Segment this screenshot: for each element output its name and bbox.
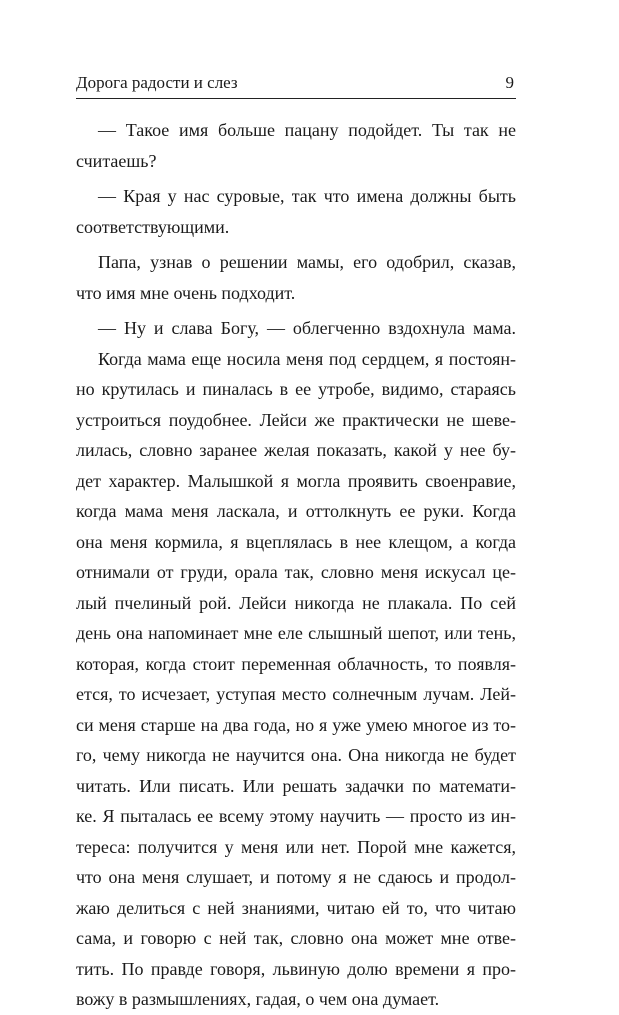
text-line: — Такое имя больше пацану подойдет. Ты так не xyxy=(98,120,516,140)
text-line: лилась, словно заранее желая показать, какой у нее бу- xyxy=(76,440,516,460)
text-line: отнимали от груди, орала так, словно меня искусал це- xyxy=(76,562,516,582)
text-line: си меня старше на два года, но я уже умею многое из то- xyxy=(76,714,516,735)
page-number: 9 xyxy=(505,73,514,92)
text-line: сама, и говорю с ней так, словно она может мне отве- xyxy=(76,928,516,948)
text-line: читать. Или писать. Или решать задачки по математи- xyxy=(76,775,516,796)
text-line: ется, то исчезает, уступая место солнечным лучам. Лей- xyxy=(76,684,516,704)
text-line: тереса: получится у меня или нет. Порой мне кажется, xyxy=(76,836,516,857)
text-line: — Края у нас суровые, так что имена должны быть xyxy=(98,186,516,206)
text-line: считаешь? xyxy=(76,150,157,171)
text-line: которая, когда стоит переменная облачность, то появля- xyxy=(76,653,516,674)
book-title: Дорога радости и слез xyxy=(76,73,238,92)
text-line: ке. Я пыталась ее всему этому научить — просто из ин- xyxy=(76,806,516,826)
text-line: устроиться поудобнее. Лейси же практически не шеве- xyxy=(76,409,516,430)
text-line: лый пчелиный рой. Лейси никогда не плакала. По сей xyxy=(76,592,516,613)
text-line: Когда мама еще носила меня под сердцем, я постоян- xyxy=(98,348,516,369)
text-line: дет характер. Малышкой я могла проявить своенравие, xyxy=(76,470,516,491)
text-line: соответствующими. xyxy=(76,216,230,237)
text-line: Папа, узнав о решении мамы, его одобрил, сказав, xyxy=(98,252,516,272)
text-line: когда мама меня ласкала, и оттолкнуть ее руки. Когда xyxy=(76,501,516,521)
text-line: жаю делиться с ней знаниями, читаю ей то, что читаю xyxy=(76,897,516,918)
text-line: день она напоминает мне еле слышный шепот, или тень, xyxy=(76,623,516,643)
running-header xyxy=(76,72,516,99)
text-line: — Ну и слава Богу, — облегченно вздохнула мама. xyxy=(98,318,516,338)
text-line: она меня кормила, я вцеплялась в нее клещом, а когда xyxy=(76,531,516,552)
text-line: что она меня слушает, и потому я не сдаюсь и продол- xyxy=(76,867,516,887)
text-line: го, чему никогда не научится она. Она никогда не будет xyxy=(76,745,516,765)
body-text xyxy=(76,115,516,1015)
text-line: тить. По правде говоря, львиную долю времени я про- xyxy=(76,958,516,979)
text-line: что имя мне очень подходит. xyxy=(76,282,296,303)
text-line: но крутилась и пиналась в ее утробе, видимо, стараясь xyxy=(76,379,516,399)
text-line: вожу в размышлениях, гадая, о чем она думает. xyxy=(76,989,440,1009)
